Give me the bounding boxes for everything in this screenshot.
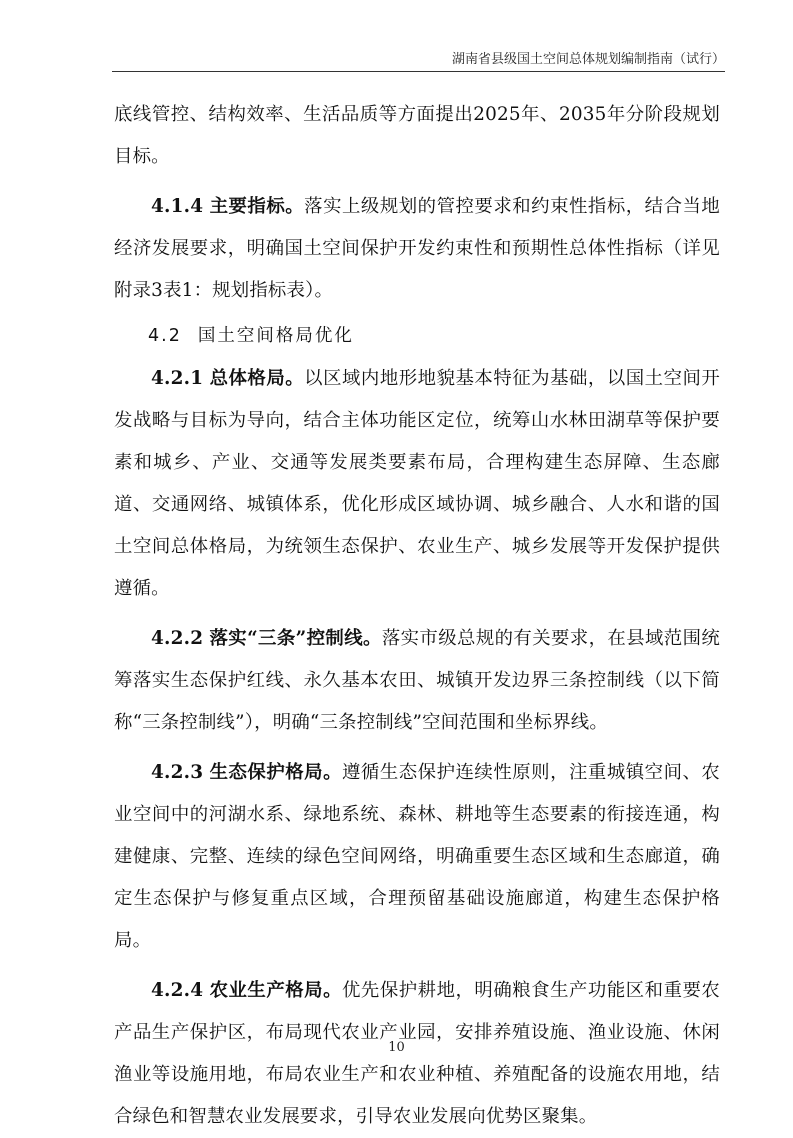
clause-text: 遵循生态保护连续性原则，注重城镇空间、农业空间中的河湖水系、绿地系统、森林、耕地等生态要素的衔接连通，构建健康、完整、连续的绿色空间网络，明确重要生态区域和生态廊道，确定生态保护与修复重点区域，合理预留基础设施廊道，构建生态保护格局。: [114, 762, 720, 951]
paragraph-text: 底线管控、结构效率、生活品质等方面提出2025年、2035年分阶段规划目标。: [114, 104, 720, 167]
clause-text: 落实上级规划的管控要求和约束性指标，结合当地经济发展要求，明确国土空间保护开发约束性和预期性总体性指标（详见附录3表1：规划指标表）。: [114, 196, 720, 301]
clause-lead: 主要指标。: [209, 196, 305, 217]
clause-lead: 总体格局。: [209, 368, 305, 389]
document-body: [114, 94, 720, 1138]
clause-text: 以区域内地形地貌基本特征为基础，以国土空间开发战略与目标为导向，结合主体功能区定位，统筹山水林田湖草等保护要素和城乡、产业、交通等发展类要素布局，合理构建生态屏障、生态廊道、交通网络、城镇体系，优化形成区域协调、城乡融合、人水和谐的国土空间总体格局，为统领生态保护、农业生产、城乡发展等开发保护提供遵循。: [114, 368, 720, 599]
clause-number: 4.2.1: [151, 368, 204, 389]
clause-lead: 落实“三条”控制线。: [209, 628, 382, 649]
clause-number: 4.1.4: [151, 196, 204, 217]
header-title: 湖南省县级国土空间总体规划编制指南（试行）: [451, 52, 725, 67]
section-title: 国土空间格局优化: [197, 326, 354, 346]
clause-number: 4.2.4: [151, 980, 204, 1001]
clause-4-2-3: [114, 752, 720, 962]
clause-number: 4.2.2: [151, 628, 204, 649]
clause-4-1-4: [114, 186, 720, 312]
clause-number: 4.2.3: [151, 762, 204, 783]
clause-lead: 农业生产格局。: [209, 980, 342, 1001]
section-number: 4.2: [148, 326, 182, 346]
clause-lead: 生态保护格局。: [209, 762, 342, 783]
paragraph-continuation: [114, 94, 720, 178]
clause-text: 落实市级总规的有关要求，在县域范围统筹落实生态保护红线、永久基本农田、城镇开发边界三条控制线（以下简称“三条控制线”），明确“三条控制线”空间范围和坐标界线。: [114, 628, 720, 733]
section-heading: [114, 318, 720, 354]
clause-text: 优先保护耕地，明确粮食生产功能区和重要农产品生产保护区，布局现代农业产业园，安排养殖设施、渔业设施、休闲渔业等设施用地，布局农业生产和农业种植、养殖配备的设施农用地，结合绿色和智慧农业发展要求，引导农业发展向优势区聚集。: [114, 980, 720, 1127]
clause-4-2-2: [114, 618, 720, 744]
running-header: [112, 52, 725, 72]
header-divider: [112, 71, 725, 72]
clause-4-2-1: [114, 358, 720, 610]
page-number: 10: [388, 1040, 405, 1055]
